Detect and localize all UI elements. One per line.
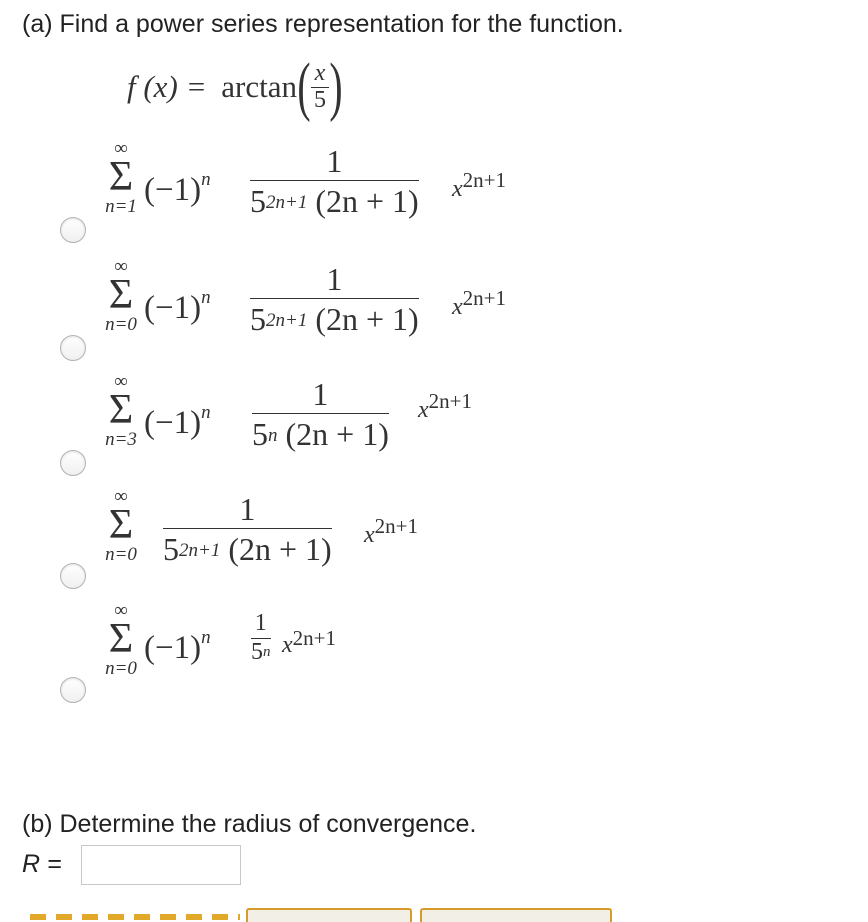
part-a-heading: (a) Find a power series representation for the function. [22,10,624,38]
den-rest: (2n + 1) [220,531,332,567]
sum-upper-limit: ∞ [114,256,128,277]
sign-exponent: n [201,287,211,308]
sign-base: (−1) [144,290,202,326]
x-power [418,389,472,424]
left-paren: ( [297,50,311,123]
fraction-bar [250,298,419,299]
function-lhs: f (x) [127,69,178,104]
den-rest: (2n + 1) [277,416,389,452]
fraction-numerator: 1 [239,491,256,527]
den-exponent: 2n+1 [266,192,308,213]
sign-exponent: n [201,169,211,190]
coefficient-fraction [163,492,332,567]
radius-label-text: R = [22,850,62,878]
argument-fraction [311,61,329,112]
sum-upper-limit: ∞ [114,600,128,621]
fraction-denominator [252,416,389,452]
sign-exponent: n [201,402,211,423]
sigma-symbol: Σ [108,387,134,433]
radius-input[interactable] [81,845,241,885]
x-power [364,514,418,549]
function-definition [127,52,343,122]
sum-upper-limit: ∞ [114,371,128,392]
den-base: 5 [163,531,179,567]
fraction-denominator [250,183,419,219]
den-rest: (2n + 1) [307,183,419,219]
x-variable: x [364,522,375,548]
radio-option-2[interactable] [60,335,86,361]
equals-sign: = [187,69,206,104]
summation [101,258,141,336]
x-variable: x [418,397,429,423]
den-rest: (2n + 1) [307,301,419,337]
den-exponent: 2n+1 [266,310,308,331]
part-b-heading: (b) Determine the radius of convergence. [22,810,477,838]
fraction-bar [252,413,389,414]
radio-option-4[interactable] [60,563,86,589]
radio-option-3[interactable] [60,450,86,476]
den-base: 5 [250,301,266,337]
x-power [452,168,506,203]
coefficient-fraction [251,610,271,663]
x-variable: x [452,176,463,202]
sum-lower-limit: n=1 [105,196,137,217]
argument-denominator: 5 [313,86,326,113]
x-exponent: 2n+1 [292,626,336,650]
function-name: arctan [221,69,297,104]
coefficient-fraction [252,377,389,452]
den-exponent: n [263,644,271,660]
radius-label [22,850,62,879]
sign-exponent: n [201,627,211,648]
sign-factor [144,287,211,326]
x-exponent: 2n+1 [462,286,506,310]
sigma-symbol: Σ [108,154,134,200]
sign-factor [144,402,211,441]
sign-base: (−1) [144,172,202,208]
summation [101,488,141,566]
x-power [452,286,506,321]
coefficient-fraction [250,262,419,337]
den-exponent: n [268,425,278,446]
fraction-denominator [250,301,419,337]
argument-numerator: x [314,60,326,87]
summation [101,373,141,451]
fraction-bar [250,180,419,181]
sign-factor [144,169,211,208]
den-base: 5 [250,183,266,219]
den-exponent: 2n+1 [179,540,221,561]
sum-upper-limit: ∞ [114,138,128,159]
x-exponent: 2n+1 [428,389,472,413]
summation [101,602,141,680]
coefficient-fraction [250,144,419,219]
sum-upper-limit: ∞ [114,486,128,507]
sigma-symbol: Σ [108,272,134,318]
radio-option-1[interactable] [60,217,86,243]
x-variable: x [282,632,293,658]
fraction-numerator: 1 [312,376,329,412]
sum-lower-limit: n=3 [105,429,137,450]
summation [101,140,141,218]
sign-base: (−1) [144,405,202,441]
radio-option-5[interactable] [60,677,86,703]
x-variable: x [452,294,463,320]
x-exponent: 2n+1 [374,514,418,538]
sigma-symbol: Σ [108,616,134,662]
sigma-symbol: Σ [108,502,134,548]
sum-lower-limit: n=0 [105,658,137,679]
fraction-numerator: 1 [326,143,343,179]
sign-base: (−1) [144,630,202,666]
fraction-denominator [251,641,271,663]
fraction-numerator: 1 [326,261,343,297]
sum-lower-limit: n=0 [105,544,137,565]
den-base: 5 [252,416,268,452]
sign-factor [144,627,211,666]
den-base: 5 [251,639,263,665]
fraction-numerator: 1 [254,610,267,636]
x-exponent: 2n+1 [462,168,506,192]
fraction-denominator [163,531,332,567]
fraction-bar [163,528,332,529]
sum-lower-limit: n=0 [105,314,137,335]
x-power [282,626,336,659]
cutoff-link-text[interactable] [30,914,240,920]
right-paren: ) [329,50,343,123]
